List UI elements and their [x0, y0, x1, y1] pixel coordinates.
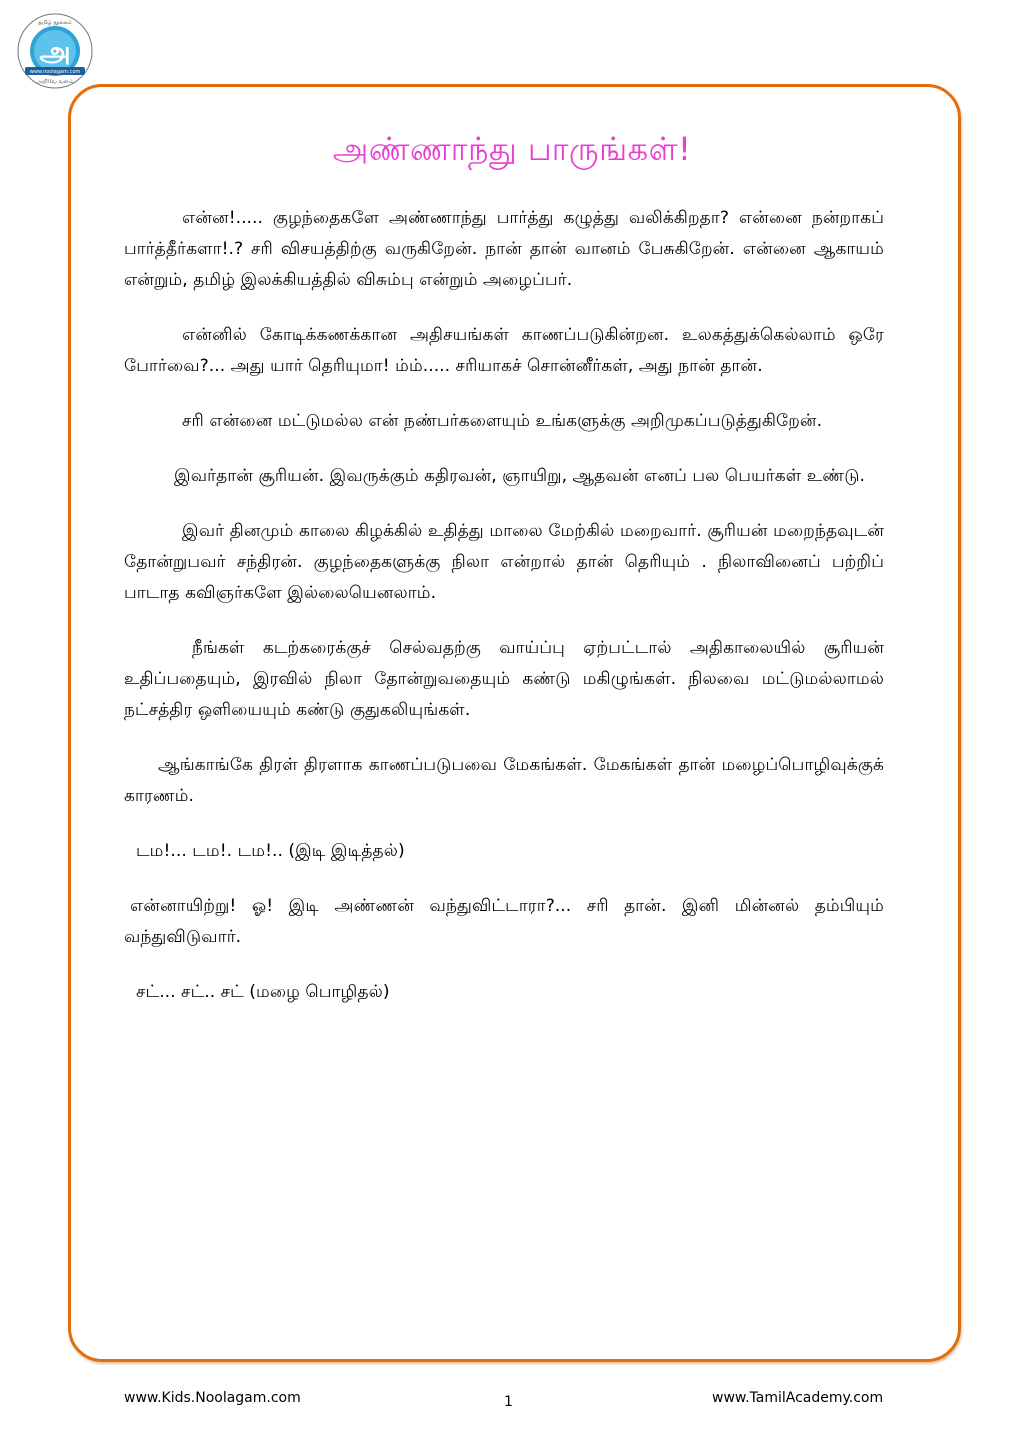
logo-letter: அ: [39, 35, 71, 68]
paragraph: இவர் தினமும் காலை கிழக்கில் உதித்து மாலை மேற்கில் மறைவார். சூரியன் மறைந்தவுடன் தோன்றுபவர் சந்திரன். குழந்தைகளுக்கு நிலா என்றால் தான் தெரியும் . நிலாவினைப் பற்றிப் பாடாத கவிஞர்களே இல்லையெனலாம்.: [124, 521, 884, 603]
page-number: 1: [504, 1394, 513, 1410]
paragraph: டம!... டம!. டம!.. (இடி இடித்தல்): [136, 841, 405, 861]
page-title: அண்ணாந்து பாருங்கள்!: [332, 130, 692, 168]
paragraph: சரி என்னை மட்டுமல்ல என் நண்பர்களையும் உங்களுக்கு அறிமுகப்படுத்துகிறேன்.: [182, 411, 823, 431]
paragraph: இவர்தான் சூரியன். இவருக்கும் கதிரவன், ஞாயிறு, ஆதவன் எனப் பல பெயர்கள் உண்டு.: [174, 466, 866, 486]
paragraph: என்ன!..... குழந்தைகளே அண்ணாந்து பார்த்து கழுத்து வலிக்கிறதா? என்னை நன்றாகப் பார்த்தீர்களா!.? சரி விசயத்திற்கு வருகிறேன். நான் தான் வானம் பேசுகிறேன். என்னை ஆகாயம் என்றும், தமிழ் இலக்கியத்தில் விசும்பு என்றும் அழைப்பர்.: [124, 208, 884, 290]
footer-right-link[interactable]: www.TamilAcademy.com: [712, 1390, 884, 1406]
paragraph: சட்... சட்.. சட் (மழை பொழிதல்): [136, 982, 390, 1002]
paragraph: நீங்கள் கடற்கரைக்குச் செல்வதற்கு வாய்ப்பு ஏற்பட்டால் அதிகாலையில் சூரியன் உதிப்பதையும், இரவில் நிலா தோன்றுவதையும் கண்டு மகிழுங்கள். நிலவை மட்டுமல்லாமல் நட்சத்திர ஒளியையும் கண்டு குதுகலியுங்கள்.: [124, 638, 884, 720]
logo-top-text: தமிழ் நூலகம்: [38, 20, 72, 26]
paragraph: ஆங்காங்கே திரள் திரளாக காணப்படுபவை மேகங்கள். மேகங்கள் தான் மழைப்பொழிவுக்குக் காரணம்.: [124, 755, 884, 806]
footer-left-link[interactable]: www.Kids.Noolagam.com: [124, 1390, 301, 1406]
logo-bottom-text: அறிவே வளம்: [36, 79, 74, 85]
article-body: [124, 203, 884, 1032]
paragraph: என்னாயிற்று! ஓ! இடி அண்ணன் வந்துவிட்டாரா?... சரி தான். இனி மின்னல் தம்பியும் வந்துவிடுவார்.: [124, 896, 884, 947]
logo-url: www.noolagam.com: [29, 69, 81, 75]
noolagam-logo: [16, 12, 94, 90]
logo-emblem-icon: [16, 12, 94, 90]
paragraph: என்னில் கோடிக்கணக்கான அதிசயங்கள் காணப்படுகின்றன. உலகத்துக்கெல்லாம் ஒரே போர்வை?... அது யார் தெரியுமா! ம்ம்..... சரியாகச் சொன்னீர்கள், அது நான் தான்.: [124, 325, 884, 376]
